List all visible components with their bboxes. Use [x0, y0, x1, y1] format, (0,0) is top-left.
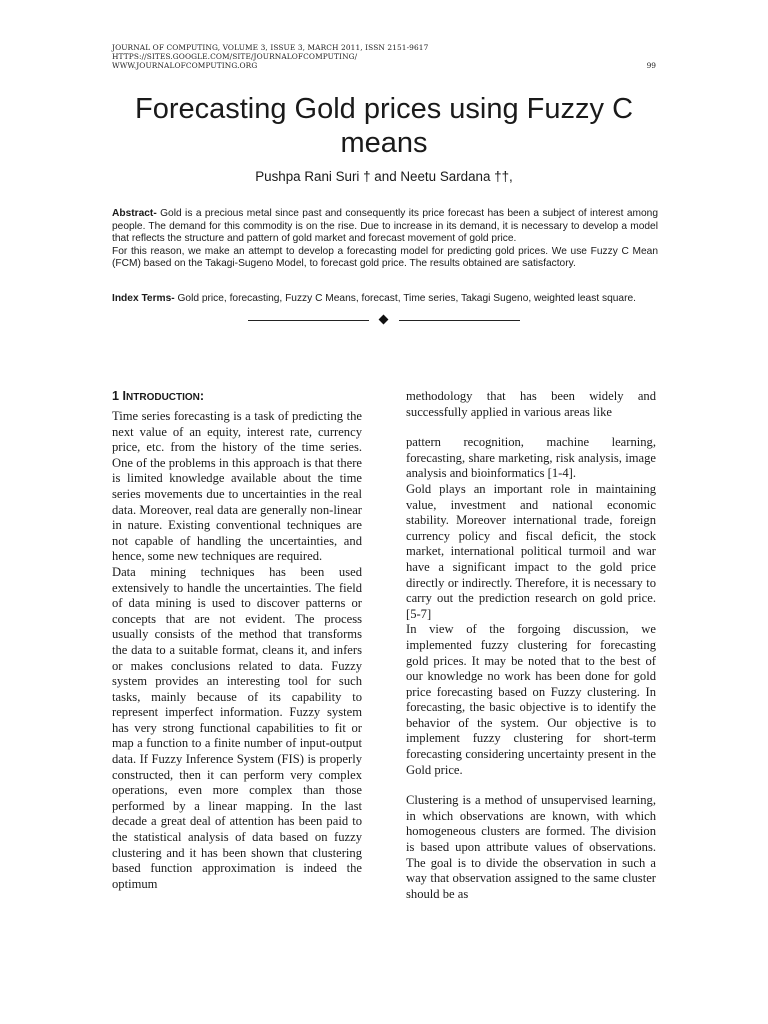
index-terms [112, 293, 658, 306]
right-paragraph-4: In view of the forgoing discussion, we implemented fuzzy clustering for forecasting gold prices. It may be noted that to the best of our knowledge no work has been done for gold price forecasting based on Fuzzy clustering. In forecasting, the basic objective is to identify the behavior of the system. Our objective is to implement fuzzy clustering for short-term forecasting considering uncertainty present in the Gold price. [406, 622, 656, 777]
page-number: 99 [646, 61, 656, 70]
right-paragraph-2: pattern recognition, machine learning, forecasting, share marketing, risk analysis, image analysis and bioinformatics [1-4]. [406, 435, 656, 481]
section-colon: : [199, 389, 205, 403]
abstract-text-1: Gold is a precious metal since past and consequently its price forecast has been a subject of interest among people. The demand for this commodity is on the rise. Due to increase in its demand, it is necessary to develop a model that reflects the structure and pattern of gold market and forecast movement of gold price. [112, 208, 658, 244]
journal-header-line1: JOURNAL OF COMPUTING, VOLUME 3, ISSUE 3, MARCH 2011, ISSN 2151-9617 [112, 43, 429, 52]
diamond-icon [379, 315, 389, 325]
paper-title-line1: Forecasting Gold prices using Fuzzy C [134, 93, 634, 125]
divider-line-right [399, 320, 520, 321]
section-first-letter: I [122, 389, 127, 403]
section-divider [248, 314, 520, 326]
section-heading-introduction [112, 389, 362, 405]
divider-line-left [248, 320, 369, 321]
journal-header-line2: HTTPS://SITES.GOOGLE.COM/SITE/JOURNALOFCOMPUTING/ [112, 52, 358, 61]
section-title-rest: NTRODUCTION [126, 392, 200, 403]
paragraph-gap [406, 420, 656, 435]
journal-header [112, 43, 672, 70]
left-paragraph-2: Data mining techniques has been used extensively to handle the uncertainties. The field of data mining is used to discover patterns or concepts that are not evident. The process usually consists of the method that transforms the data to a suitable format, cleans it, and infers or makes conclusions related to data. Fuzzy system provides an interesting tool for such tasks, mainly because of its capability to represent imperfect information. Fuzzy system has very strong functional capabilities to fit or map a function to a finite number of input-output data. If Fuzzy Inference System (FIS) is properly constructed, then it can perform very complex operations, even more complex than those performed by a linear mapping. In the last decade a great deal of attention has been paid to the statistical analysis of data based on fuzzy clustering and it has been shown that clustering based function approximation is indeed the optimum [112, 564, 362, 891]
abstract-paragraph-1 [112, 208, 658, 246]
abstract-paragraph-2: For this reason, we make an attempt to develop a forecasting model for predicting gold prices. We use Fuzzy C Mean (FCM) based on the Takagi-Sugeno Model, to forecast gold price. The results obtained are satisfactory. [112, 245, 658, 269]
right-paragraph-1: methodology that has been widely and successfully applied in various areas like [406, 389, 656, 419]
left-paragraph-1: Time series forecasting is a task of predicting the next value of an equity, interest rate, currency price, etc. from the history of the time series. One of the problems in this approach is that there is limited knowledge available about the time series movements due to uncertainties in the real data. Moreover, real data are generally non-linear in nature. Existing conventional techniques are not capable of handling the uncertainties, and hence, some new techniques are required. [112, 409, 362, 564]
right-paragraph-3: Gold plays an important role in maintaining value, investment and national economic stability. Moreover international trade, foreign currency policy and fiscal deficit, the stock market, international political turmoil and war have a significant impact to the gold price directly or indirectly. Therefore, it is necessary to carry out the prediction research on gold price. [5-7] [406, 481, 656, 621]
section-number: 1 [112, 389, 123, 403]
index-terms-text: Gold price, forecasting, Fuzzy C Means, forecast, Time series, Takagi Sugeno, weighted least square. [174, 293, 636, 304]
paper-title-line2: means [340, 127, 428, 159]
abstract [112, 208, 658, 271]
paper-authors: Pushpa Rani Suri † and Neetu Sardana ††, [255, 169, 513, 184]
paragraph-gap [406, 778, 656, 793]
right-column [406, 389, 656, 902]
right-paragraph-5: Clustering is a method of unsupervised learning, in which observations are known, with which homogeneous clusters are formed. The division is based upon attribute values of observations. The goal is to divide the observation in such a way that observation assigned to the same cluster should be as [406, 793, 656, 901]
index-terms-label: Index Terms- [112, 293, 175, 304]
paper-title [80, 92, 688, 160]
journal-header-line3: WWW.JOURNALOFCOMPUTING.ORG [112, 61, 258, 70]
abstract-label: Abstract- [112, 208, 157, 219]
left-column [112, 389, 362, 892]
